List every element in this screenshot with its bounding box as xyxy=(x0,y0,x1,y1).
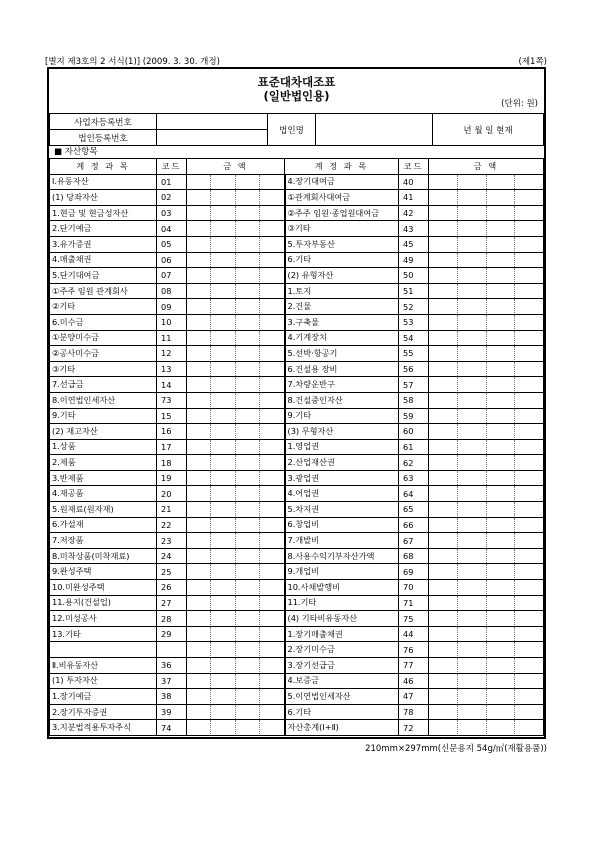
table-row xyxy=(50,486,544,502)
code-right: 75 xyxy=(399,611,429,627)
code-right: 47 xyxy=(399,689,429,705)
amount-left-field[interactable] xyxy=(187,424,285,440)
col-code-left: 코드 xyxy=(157,159,187,175)
account-right: 1.영업권 xyxy=(285,439,399,455)
table-row xyxy=(50,658,544,674)
account-right: (3) 무형자산 xyxy=(285,424,399,440)
code-left: 12 xyxy=(157,346,187,362)
code-left: 08 xyxy=(157,283,187,299)
account-left: 2.단기예금 xyxy=(50,221,157,237)
corp-reg-no-label: 법인등록번호 xyxy=(50,130,157,146)
amount-left-field[interactable] xyxy=(187,455,285,471)
amount-left-field[interactable] xyxy=(187,346,285,362)
account-right: 3.광업권 xyxy=(285,470,399,486)
amount-left-field[interactable] xyxy=(187,252,285,268)
amount-left-field[interactable] xyxy=(187,502,285,518)
code-right: 65 xyxy=(399,502,429,518)
table-row xyxy=(50,533,544,549)
code-left: 09 xyxy=(157,299,187,315)
account-left: ②공사미수금 xyxy=(50,346,157,362)
code-left: 20 xyxy=(157,486,187,502)
amount-right-field[interactable] xyxy=(429,299,544,315)
account-left: (1) 투자자산 xyxy=(50,673,157,689)
amount-left-field[interactable] xyxy=(187,299,285,315)
code-left: 39 xyxy=(157,704,187,720)
code-right: 76 xyxy=(399,642,429,658)
code-left: 37 xyxy=(157,673,187,689)
amount-right-field[interactable] xyxy=(429,205,544,221)
code-left: 04 xyxy=(157,221,187,237)
account-left: 9.기타 xyxy=(50,408,157,424)
amount-right-field[interactable] xyxy=(429,314,544,330)
account-left: 8.미착상품(미착재료) xyxy=(50,548,157,564)
corp-name-field[interactable] xyxy=(316,114,433,146)
account-right: 3.장기선급금 xyxy=(285,658,399,674)
account-right: 5.이연법인세자산 xyxy=(285,689,399,705)
amount-left-field[interactable] xyxy=(187,361,285,377)
code-left: 74 xyxy=(157,720,187,736)
amount-left-field[interactable] xyxy=(187,392,285,408)
code-left: 06 xyxy=(157,252,187,268)
amount-right-field[interactable] xyxy=(429,548,544,564)
code-left: 02 xyxy=(157,190,187,206)
table-row xyxy=(50,361,544,377)
amount-right-field[interactable] xyxy=(429,221,544,237)
amount-right-field[interactable] xyxy=(429,517,544,533)
table-row xyxy=(50,424,544,440)
paper-spec: 210mm×297mm(신문용지 54g/㎡(재활용품)) xyxy=(365,744,547,754)
amount-left-field[interactable] xyxy=(187,283,285,299)
code-right: 60 xyxy=(399,424,429,440)
account-right: 4.보증금 xyxy=(285,673,399,689)
amount-left-field[interactable] xyxy=(187,658,285,674)
account-right: 2.장기미수금 xyxy=(285,642,399,658)
account-left: 11.용지(건설업) xyxy=(50,595,157,611)
account-left: 2.제품 xyxy=(50,455,157,471)
account-right: 5.투자부동산 xyxy=(285,236,399,252)
code-right: 52 xyxy=(399,299,429,315)
code-left: 25 xyxy=(157,564,187,580)
amount-right-field[interactable] xyxy=(429,611,544,627)
code-left: 29 xyxy=(157,626,187,642)
code-right: 63 xyxy=(399,470,429,486)
code-right: 43 xyxy=(399,221,429,237)
code-right: 42 xyxy=(399,205,429,221)
page-number: (제1쪽) xyxy=(518,57,547,67)
account-left: 6.미수금 xyxy=(50,314,157,330)
code-left: 38 xyxy=(157,689,187,705)
code-right: 71 xyxy=(399,595,429,611)
account-left: 5.원재료(원자재) xyxy=(50,502,157,518)
account-right: 4.장기대여금 xyxy=(285,174,399,190)
amount-left-field[interactable] xyxy=(187,486,285,502)
amount-right-field[interactable] xyxy=(429,673,544,689)
biz-reg-no-field[interactable] xyxy=(157,114,268,130)
account-right: 2.건물 xyxy=(285,299,399,315)
amount-right-field[interactable] xyxy=(429,658,544,674)
table-row xyxy=(50,268,544,284)
account-right: 8.사용수익기부자산가액 xyxy=(285,548,399,564)
form-title xyxy=(49,75,544,103)
code-right: 62 xyxy=(399,455,429,471)
account-right: 9.기타 xyxy=(285,408,399,424)
code-left: 23 xyxy=(157,533,187,549)
account-right: 6.기타 xyxy=(285,704,399,720)
table-row xyxy=(50,330,544,346)
amount-left-field[interactable] xyxy=(187,377,285,393)
amount-left-field[interactable] xyxy=(187,720,285,736)
account-left: 3.지분법적용투자주식 xyxy=(50,720,157,736)
account-left xyxy=(50,642,157,658)
date-field[interactable]: 년 월 일 현재 xyxy=(433,114,544,146)
account-right: 8.건설중인자산 xyxy=(285,392,399,408)
amount-left-field[interactable] xyxy=(187,548,285,564)
account-right: ①관계회사대여금 xyxy=(285,190,399,206)
code-right: 57 xyxy=(399,377,429,393)
code-left: 18 xyxy=(157,455,187,471)
account-right: (4) 기타비유동자산 xyxy=(285,611,399,627)
code-right: 64 xyxy=(399,486,429,502)
code-right: 72 xyxy=(399,720,429,736)
col-code-right: 코드 xyxy=(399,159,429,175)
account-left: 1.상품 xyxy=(50,439,157,455)
account-left: 8.이연법인세자산 xyxy=(50,392,157,408)
asset-items-table xyxy=(49,158,544,736)
amount-right-field[interactable] xyxy=(429,424,544,440)
amount-right-field[interactable] xyxy=(429,502,544,518)
code-left: 19 xyxy=(157,470,187,486)
amount-left-field[interactable] xyxy=(187,642,285,658)
amount-left-field[interactable] xyxy=(187,533,285,549)
table-row xyxy=(50,314,544,330)
identification-table xyxy=(49,113,544,146)
col-amount-left: 금 액 xyxy=(187,159,285,175)
table-row xyxy=(50,470,544,486)
account-left: 4.매출채권 xyxy=(50,252,157,268)
corp-reg-no-field[interactable] xyxy=(157,130,268,146)
code-right: 59 xyxy=(399,408,429,424)
amount-right-field[interactable] xyxy=(429,564,544,580)
amount-right-field[interactable] xyxy=(429,689,544,705)
table-row xyxy=(50,283,544,299)
account-left: 12.미성공사 xyxy=(50,611,157,627)
account-left: 7.선급금 xyxy=(50,377,157,393)
amount-right-field[interactable] xyxy=(429,283,544,299)
account-left: 10.미완성주택 xyxy=(50,580,157,596)
balance-sheet-form xyxy=(47,67,546,739)
code-right: 56 xyxy=(399,361,429,377)
account-right: 자산총계(Ⅰ+Ⅱ) xyxy=(285,720,399,736)
table-row xyxy=(50,595,544,611)
table-row xyxy=(50,580,544,596)
table-row xyxy=(50,502,544,518)
table-row xyxy=(50,626,544,642)
account-left: Ⅱ.비유동자산 xyxy=(50,658,157,674)
amount-right-field[interactable] xyxy=(429,595,544,611)
amount-left-field[interactable] xyxy=(187,580,285,596)
code-left: 28 xyxy=(157,611,187,627)
code-left: 15 xyxy=(157,408,187,424)
code-left: 27 xyxy=(157,595,187,611)
unit-label: (단위: 원) xyxy=(501,99,538,109)
table-row xyxy=(50,720,544,736)
table-row xyxy=(50,517,544,533)
code-right: 58 xyxy=(399,392,429,408)
account-right: 5.선박·항공기 xyxy=(285,346,399,362)
amount-left-field[interactable] xyxy=(187,439,285,455)
code-right: 55 xyxy=(399,346,429,362)
code-right: 67 xyxy=(399,533,429,549)
amount-right-field[interactable] xyxy=(429,439,544,455)
account-left: ②기타 xyxy=(50,299,157,315)
code-left: 13 xyxy=(157,361,187,377)
amount-left-field[interactable] xyxy=(187,205,285,221)
table-row xyxy=(50,548,544,564)
account-left: 2.장기투자증권 xyxy=(50,704,157,720)
amount-left-field[interactable] xyxy=(187,330,285,346)
account-right: ③기타 xyxy=(285,221,399,237)
account-right: 6.창업비 xyxy=(285,517,399,533)
amount-left-field[interactable] xyxy=(187,517,285,533)
account-left: ①분양미수금 xyxy=(50,330,157,346)
amount-right-field[interactable] xyxy=(429,704,544,720)
amount-right-field[interactable] xyxy=(429,392,544,408)
amount-right-field[interactable] xyxy=(429,720,544,736)
amount-left-field[interactable] xyxy=(187,221,285,237)
amount-right-field[interactable] xyxy=(429,470,544,486)
code-right: 40 xyxy=(399,174,429,190)
code-left: 03 xyxy=(157,205,187,221)
table-row xyxy=(50,252,544,268)
amount-right-field[interactable] xyxy=(429,268,544,284)
amount-right-field[interactable] xyxy=(429,626,544,642)
table-row xyxy=(50,673,544,689)
account-right: 3.구축물 xyxy=(285,314,399,330)
amount-right-field[interactable] xyxy=(429,486,544,502)
code-right: 70 xyxy=(399,580,429,596)
code-right: 41 xyxy=(399,190,429,206)
code-right: 78 xyxy=(399,704,429,720)
amount-left-field[interactable] xyxy=(187,236,285,252)
amount-right-field[interactable] xyxy=(429,330,544,346)
amount-right-field[interactable] xyxy=(429,580,544,596)
account-right: 9.개업비 xyxy=(285,564,399,580)
code-left: 07 xyxy=(157,268,187,284)
account-right: 5.차지권 xyxy=(285,502,399,518)
code-left: 36 xyxy=(157,658,187,674)
amount-right-field[interactable] xyxy=(429,408,544,424)
account-left: Ⅰ.유동자산 xyxy=(50,174,157,190)
account-right: 1.토지 xyxy=(285,283,399,299)
account-right: 2.산업재산권 xyxy=(285,455,399,471)
code-right: 69 xyxy=(399,564,429,580)
account-left: 3.반제품 xyxy=(50,470,157,486)
account-right: 10.사채발행비 xyxy=(285,580,399,596)
account-left: 1.장기예금 xyxy=(50,689,157,705)
code-left: 11 xyxy=(157,330,187,346)
code-right: 50 xyxy=(399,268,429,284)
code-right: 66 xyxy=(399,517,429,533)
section-label: ■ 자산항목 xyxy=(54,147,98,157)
table-row xyxy=(50,377,544,393)
amount-left-field[interactable] xyxy=(187,673,285,689)
code-right: 53 xyxy=(399,314,429,330)
code-left: 01 xyxy=(157,174,187,190)
table-row xyxy=(50,392,544,408)
form-title-main: 표준대차대조표 xyxy=(257,75,336,89)
account-left: 7.저장품 xyxy=(50,533,157,549)
code-left: 73 xyxy=(157,392,187,408)
amount-left-field[interactable] xyxy=(187,564,285,580)
col-amount-right: 금 액 xyxy=(429,159,544,175)
code-right: 61 xyxy=(399,439,429,455)
account-right: 7.개발비 xyxy=(285,533,399,549)
code-right: 46 xyxy=(399,673,429,689)
account-left: 3.유가증권 xyxy=(50,236,157,252)
table-row xyxy=(50,408,544,424)
amount-right-field[interactable] xyxy=(429,190,544,206)
account-right: 11.기타 xyxy=(285,595,399,611)
amount-left-field[interactable] xyxy=(187,611,285,627)
table-row xyxy=(50,689,544,705)
code-right: 45 xyxy=(399,236,429,252)
table-row xyxy=(50,564,544,580)
amount-right-field[interactable] xyxy=(429,252,544,268)
account-right: 4.어업권 xyxy=(285,486,399,502)
table-row xyxy=(50,236,544,252)
code-right: 68 xyxy=(399,548,429,564)
amount-left-field[interactable] xyxy=(187,704,285,720)
amount-right-field[interactable] xyxy=(429,377,544,393)
amount-right-field[interactable] xyxy=(429,174,544,190)
amount-right-field[interactable] xyxy=(429,533,544,549)
code-right: 51 xyxy=(399,283,429,299)
code-left: 16 xyxy=(157,424,187,440)
corp-name-label: 법인명 xyxy=(268,114,316,146)
table-row xyxy=(50,455,544,471)
table-row xyxy=(50,299,544,315)
account-right: 6.건설용 장비 xyxy=(285,361,399,377)
amount-right-field[interactable] xyxy=(429,346,544,362)
account-left: 4.재공품 xyxy=(50,486,157,502)
code-left: 05 xyxy=(157,236,187,252)
table-row xyxy=(50,439,544,455)
form-reference: [별지 제3호의 2 서식(1)] (2009. 3. 30. 개정) xyxy=(45,57,220,67)
account-right: 4.기계장치 xyxy=(285,330,399,346)
amount-left-field[interactable] xyxy=(187,689,285,705)
code-right: 44 xyxy=(399,626,429,642)
account-left: (1) 당좌자산 xyxy=(50,190,157,206)
table-row xyxy=(50,642,544,658)
code-left: 21 xyxy=(157,502,187,518)
table-row xyxy=(50,221,544,237)
code-left: 14 xyxy=(157,377,187,393)
account-right: 6.기타 xyxy=(285,252,399,268)
amount-left-field[interactable] xyxy=(187,408,285,424)
amount-left-field[interactable] xyxy=(187,626,285,642)
amount-right-field[interactable] xyxy=(429,455,544,471)
amount-left-field[interactable] xyxy=(187,314,285,330)
account-right: 7.차량운반구 xyxy=(285,377,399,393)
account-left: ①주주 임원 관계회사 xyxy=(50,283,157,299)
amount-right-field[interactable] xyxy=(429,361,544,377)
account-left: 13.기타 xyxy=(50,626,157,642)
col-account-right: 계 정 과 목 xyxy=(285,159,399,175)
table-row xyxy=(50,346,544,362)
code-left: 26 xyxy=(157,580,187,596)
amount-left-field[interactable] xyxy=(187,470,285,486)
account-right: ②주주 임원·종업원대여금 xyxy=(285,205,399,221)
account-right: 1.장기매출채권 xyxy=(285,626,399,642)
amount-right-field[interactable] xyxy=(429,236,544,252)
code-left: 17 xyxy=(157,439,187,455)
table-row xyxy=(50,205,544,221)
amount-right-field[interactable] xyxy=(429,642,544,658)
amount-left-field[interactable] xyxy=(187,595,285,611)
table-row xyxy=(50,190,544,206)
col-account-left: 계 정 과 목 xyxy=(50,159,157,175)
code-right: 77 xyxy=(399,658,429,674)
account-left: 6.가설재 xyxy=(50,517,157,533)
code-left xyxy=(157,642,187,658)
account-left: 9.완성주택 xyxy=(50,564,157,580)
amount-left-field[interactable] xyxy=(187,174,285,190)
table-row xyxy=(50,174,544,190)
code-right: 54 xyxy=(399,330,429,346)
code-left: 10 xyxy=(157,314,187,330)
account-left: (2) 재고자산 xyxy=(50,424,157,440)
code-left: 24 xyxy=(157,548,187,564)
form-title-sub: (일반법인용) xyxy=(263,89,330,103)
account-right: (2) 유형자산 xyxy=(285,268,399,284)
code-right: 49 xyxy=(399,252,429,268)
account-left: ③기타 xyxy=(50,361,157,377)
table-row xyxy=(50,704,544,720)
code-left: 22 xyxy=(157,517,187,533)
biz-reg-no-label: 사업자등록번호 xyxy=(50,114,157,130)
amount-left-field[interactable] xyxy=(187,268,285,284)
account-left: 5.단기대여금 xyxy=(50,268,157,284)
table-row xyxy=(50,611,544,627)
amount-left-field[interactable] xyxy=(187,190,285,206)
account-left: 1.현금 및 현금성자산 xyxy=(50,205,157,221)
